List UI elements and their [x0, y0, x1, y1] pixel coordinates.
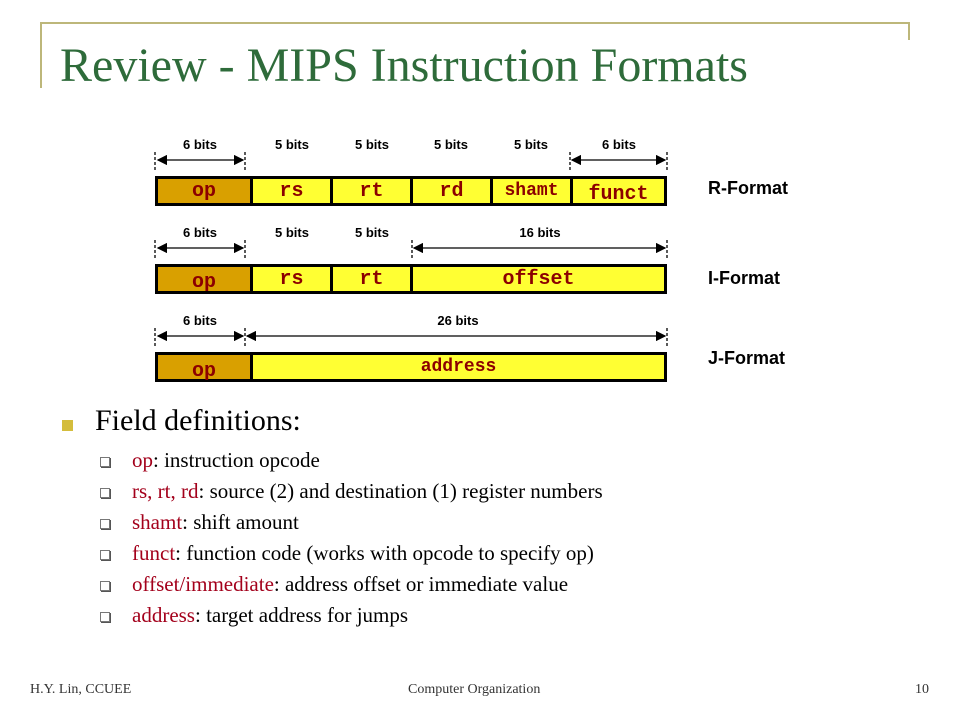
r-format-dimensions — [155, 152, 667, 170]
field-rt: rt — [330, 267, 410, 291]
footer-page-number: 10 — [915, 682, 929, 697]
field-offset: offset — [410, 267, 664, 291]
footer-author: H.Y. Lin, CCUEE — [30, 682, 132, 697]
definition-desc: : function code (works with opcode to specify op) — [175, 541, 594, 565]
definition-term: offset/immediate — [132, 572, 274, 596]
field-rs: rs — [250, 267, 330, 291]
frame-left-line — [40, 22, 42, 88]
field-rt: rt — [330, 179, 410, 203]
definitions-heading: Field definitions: — [95, 404, 301, 437]
definition-desc: : instruction opcode — [153, 448, 320, 472]
definition-term: rs, rt, rd — [132, 479, 199, 503]
definition-item — [106, 541, 594, 566]
checkbox-bullet-icon — [100, 519, 110, 529]
field-funct: funct — [570, 179, 664, 203]
i-format-label: I-Format — [708, 268, 780, 288]
definition-item — [106, 572, 568, 597]
checkbox-bullet-icon — [100, 612, 110, 622]
field-op: op — [158, 355, 250, 379]
j-bits-address: 26 bits — [437, 313, 479, 328]
definition-desc: : address offset or immediate value — [273, 572, 569, 596]
r-format-label: R-Format — [708, 178, 788, 198]
field-rd: rd — [410, 179, 490, 203]
footer-course: Computer Organization — [408, 682, 541, 697]
r-bits-rt: 5 bits — [355, 137, 389, 152]
definition-term: op — [132, 448, 153, 472]
r-bits-shamt: 5 bits — [514, 137, 548, 152]
i-bits-offset: 16 bits — [519, 225, 561, 240]
definition-item — [106, 479, 603, 504]
i-bits-rs: 5 bits — [275, 225, 309, 240]
j-format-label: J-Format — [708, 348, 786, 368]
r-bits-rd: 5 bits — [434, 137, 468, 152]
i-format-dimensions — [155, 240, 667, 258]
i-bits-rt: 5 bits — [355, 225, 389, 240]
j-format-dimensions — [155, 328, 667, 346]
i-format-row — [155, 264, 667, 294]
checkbox-bullet-icon — [100, 550, 110, 560]
checkbox-bullet-icon — [100, 457, 110, 467]
field-address: address — [250, 355, 664, 379]
field-rs: rs — [250, 179, 330, 203]
j-format-row — [155, 352, 667, 382]
field-shamt: shamt — [490, 179, 570, 203]
definition-term: address — [132, 603, 195, 627]
r-format-row — [155, 176, 667, 206]
definition-item — [106, 603, 408, 628]
checkbox-bullet-icon — [100, 581, 110, 591]
definition-desc: : target address for jumps — [194, 603, 409, 627]
field-op: op — [158, 267, 250, 291]
definition-desc: : shift amount — [182, 510, 299, 534]
definition-item — [106, 510, 299, 535]
section-bullet — [62, 420, 73, 431]
definition-desc: : source (2) and destination (1) register numbers — [198, 479, 603, 503]
frame-top-line — [40, 22, 910, 24]
definition-term: funct — [132, 541, 176, 565]
checkbox-bullet-icon — [100, 488, 110, 498]
j-bits-op: 6 bits — [183, 313, 217, 328]
frame-right-line — [908, 22, 910, 40]
slide-title: Review - MIPS Instruction Formats — [60, 39, 748, 92]
r-bits-rs: 5 bits — [275, 137, 309, 152]
i-bits-op: 6 bits — [183, 225, 217, 240]
r-bits-op: 6 bits — [183, 137, 217, 152]
definition-item — [106, 448, 320, 473]
definition-term: shamt — [132, 510, 183, 534]
r-bits-funct: 6 bits — [602, 137, 636, 152]
field-op: op — [158, 179, 250, 203]
